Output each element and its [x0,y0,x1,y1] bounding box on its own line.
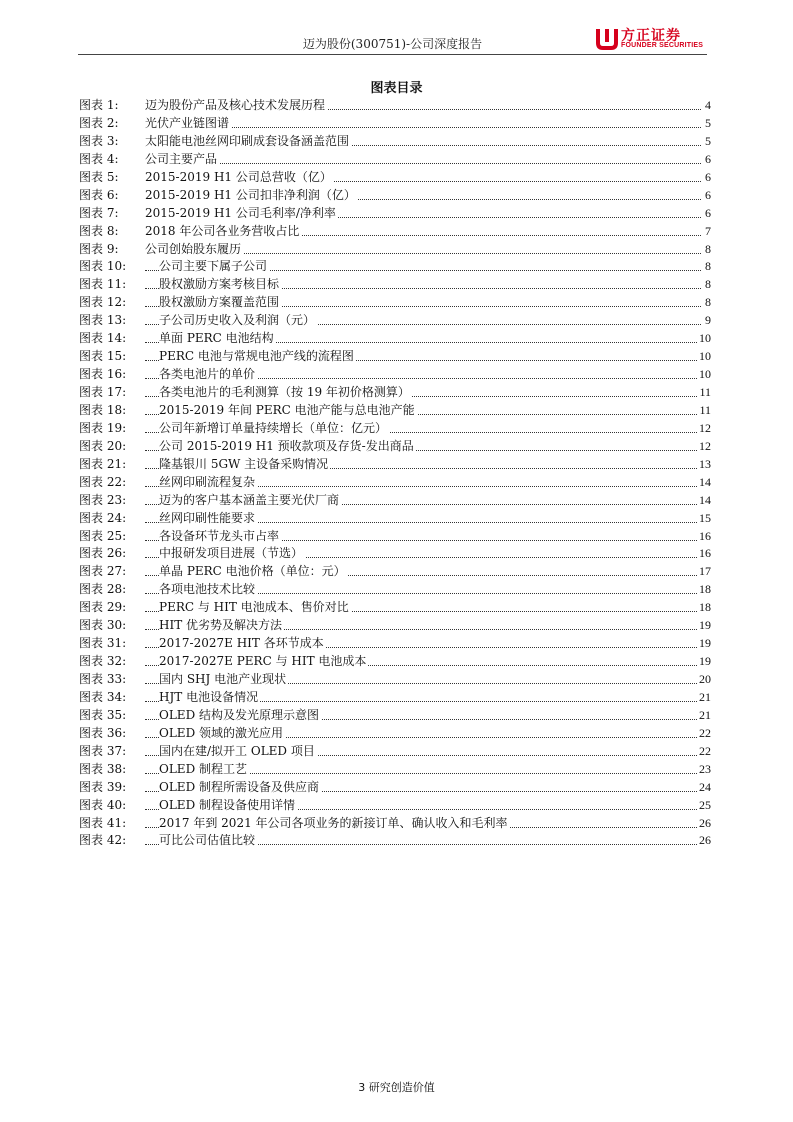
toc-entry-title: 光伏产业链图谱 [145,115,231,133]
toc-entry[interactable] [79,366,711,384]
toc-entry-title: 2015-2019 H1 公司毛利率/净利率 [145,205,338,223]
toc-entry-page: 10 [698,348,711,366]
toc-entry-title: 2015-2019 年间 PERC 电池产能与总电池产能 [159,402,417,420]
toc-entry-page: 4 [704,97,711,115]
toc-entry-page: 19 [698,635,711,653]
toc-entry-page: 16 [698,545,711,563]
toc-entry-title: OLED 制程工艺 [159,761,249,779]
toc-entry[interactable] [79,761,711,779]
toc-entry-page: 8 [704,294,711,312]
toc-entry-page: 26 [698,832,711,850]
toc-entry-title: 各类电池片的毛利测算（按 19 年初价格测算） [159,384,412,402]
toc-entry[interactable] [79,832,711,850]
toc-entry-page: 21 [698,707,711,725]
toc-entry[interactable] [79,779,711,797]
toc-entry-title: 2015-2019 H1 公司扣非净利润（亿） [145,187,358,205]
toc-entry-title: 2018 年公司各业务营收占比 [145,223,301,241]
toc-entry-label: 图表 32: [79,654,127,669]
toc-entry-page: 11 [698,402,711,420]
toc-entry-page: 14 [698,474,711,492]
toc-entry-title: 2017-2027E HIT 各环节成本 [159,635,326,653]
toc-entry[interactable] [79,384,711,402]
founder-securities-logo [595,26,715,52]
toc-entry-label: 图表 4: [79,151,119,166]
toc-entry[interactable] [79,241,711,259]
toc-entry-label: 图表 22: [79,474,127,489]
toc-entry-page: 6 [704,187,711,205]
toc-title: 图表目录 [370,81,423,96]
toc-entry-page: 7 [704,223,711,241]
toc-entry[interactable] [79,599,711,617]
toc-entry[interactable] [79,348,711,366]
toc-entry-title: 股权激励方案考核目标 [159,276,281,294]
toc-entry[interactable] [79,563,711,581]
toc-entry-label: 图表 20: [79,438,127,453]
toc-entry-page: 8 [704,258,711,276]
toc-entry-label: 图表 1: [79,98,119,112]
toc-entry-label: 图表 31: [79,636,127,651]
toc-entry[interactable] [79,258,711,276]
toc-entry-page: 25 [698,797,711,815]
toc-entry-label: 图表 39: [79,779,127,794]
toc-entry-page: 8 [704,276,711,294]
toc-entry-label: 图表 23: [79,492,127,507]
toc-entry-title: 可比公司估值比较 [159,832,257,850]
logo-chinese-text: 方正证券 [621,28,681,44]
toc-entry-page: 6 [704,169,711,187]
toc-entry-title: 2017 年到 2021 年公司各项业务的新接订单、确认收入和毛利率 [159,815,510,833]
toc-entry-label: 图表 16: [79,367,127,382]
toc-entry-title: PERC 电池与常规电池产线的流程图 [159,348,356,366]
toc-entry-label: 图表 2: [79,115,119,130]
toc-entry-page: 21 [698,689,711,707]
toc-entry-page: 5 [704,115,711,133]
toc-entry-page: 10 [698,366,711,384]
toc-entry[interactable] [79,545,711,563]
toc-entry-title: 各类电池片的单价 [159,366,257,384]
toc-entry-label: 图表 6: [79,187,119,202]
toc-entry-page: 6 [704,151,711,169]
toc-entry-page: 23 [698,761,711,779]
toc-entry-page: 26 [698,815,711,833]
logo-english-text: FOUNDER SECURITIES [621,42,704,49]
toc-entry-page: 11 [698,384,711,402]
toc-entry-page: 20 [698,671,711,689]
toc-entry-page: 22 [698,743,711,761]
toc-entry[interactable] [79,689,711,707]
toc-entry-label: 图表 35: [79,707,127,722]
toc-entry-title: 股权激励方案覆盖范围 [159,294,281,312]
toc-entry-label: 图表 12: [79,295,127,310]
toc-entry-label: 图表 7: [79,205,119,220]
toc-entry-page: 8 [704,241,711,259]
toc-entry[interactable] [79,115,711,133]
toc-entry-title: 2015-2019 H1 公司总营收（亿） [145,169,334,187]
toc-entry-title: 中报研发项目进展（节选） [159,545,305,563]
toc-entry-label: 图表 34: [79,689,127,704]
toc-entry[interactable] [79,420,711,438]
toc-entry-title: 公司创始股东履历 [145,241,243,259]
toc-entry-label: 图表 17: [79,385,127,399]
toc-entry-title: 迈为股份产品及核心技术发展历程 [145,97,327,115]
toc-entry-title: 隆基银川 5GW 主设备采购情况 [159,456,330,474]
toc-entry-page: 18 [698,581,711,599]
toc-entry-label: 图表 25: [79,528,127,543]
toc-entry-page: 24 [698,779,711,797]
toc-entry-label: 图表 30: [79,618,127,633]
toc-entry-label: 图表 38: [79,761,127,776]
toc-entry[interactable] [79,169,711,187]
toc-entry-title: 各项电池技术比较 [159,581,257,599]
toc-entry-title: OLED 制程设备使用详情 [159,797,297,815]
toc-entry[interactable] [79,725,711,743]
toc-entry-title: OLED 领域的激光应用 [159,725,285,743]
toc-entry-label: 图表 27: [79,564,127,579]
toc-entry-title: 单晶 PERC 电池价格（单位：元） [159,563,348,581]
toc-entry-page: 12 [698,438,711,456]
toc-entry-label: 图表 5: [79,169,119,184]
toc-entry[interactable] [79,653,711,671]
founder-logo-icon [595,26,619,50]
toc-entry-title: 丝网印刷流程复杂 [159,474,257,492]
toc-entry-label: 图表 37: [79,743,127,758]
toc-entry[interactable] [79,474,711,492]
toc-entry-label: 图表 29: [79,600,127,615]
toc-entry-title: 单面 PERC 电池结构 [159,330,276,348]
toc-entry[interactable] [79,187,711,205]
toc-entry[interactable] [79,743,711,761]
toc-entry[interactable] [79,635,711,653]
toc-entry[interactable] [79,330,711,348]
toc-entry-title: HJT 电池设备情况 [159,689,260,707]
toc-entry-title: HIT 优劣势及解决方法 [159,617,284,635]
toc-entry-page: 5 [704,133,711,151]
toc-entry-label: 图表 26: [79,546,127,561]
toc-entry[interactable] [79,581,711,599]
toc-entry-label: 图表 41: [79,815,127,830]
toc-entry[interactable] [79,492,711,510]
toc-entry[interactable] [79,205,711,223]
toc-entry-page: 13 [698,456,711,474]
toc-entry-label: 图表 9: [79,241,119,256]
toc-entry-title: PERC 与 HIT 电池成本、售价对比 [159,599,351,617]
toc-entry[interactable] [79,617,711,635]
toc-entry-label: 图表 15: [79,349,127,364]
toc-entry[interactable] [79,402,711,420]
toc-entry-title: 各设备环节龙头市占率 [159,528,281,546]
toc-entry-page: 14 [698,492,711,510]
header-title: 迈为股份(300751)-公司深度报告 [302,37,483,51]
toc-entry-page: 15 [698,510,711,528]
toc-entry-label: 图表 28: [79,582,127,597]
toc-entry-page: 19 [698,653,711,671]
toc-entry-title: 公司年新增订单量持续增长（单位：亿元） [159,420,389,438]
toc-entry-title: 国内 SHJ 电池产业现状 [159,671,288,689]
toc-entry[interactable] [79,671,711,689]
toc-entry-label: 图表 3: [79,133,119,148]
toc-entry-label: 图表 21: [79,456,127,471]
toc-entry-title: 太阳能电池丝网印刷成套设备涵盖范围 [145,133,351,151]
toc-entry-page: 16 [698,528,711,546]
toc-entry[interactable] [79,797,711,815]
toc-entry[interactable] [79,312,711,330]
toc-entry-label: 图表 42: [79,833,127,848]
toc-entry[interactable] [79,151,711,169]
toc-entry-label: 图表 33: [79,672,127,686]
toc-entry-label: 图表 14: [79,331,127,346]
toc-entry-page: 22 [698,725,711,743]
toc-entry-title: OLED 制程所需设备及供应商 [159,779,321,797]
toc-entry[interactable] [79,294,711,312]
toc-entry[interactable] [79,510,711,528]
toc-entry-label: 图表 36: [79,725,127,740]
toc-entry-page: 12 [698,420,711,438]
toc-entry-page: 10 [698,330,711,348]
toc-entry-label: 图表 13: [79,313,127,328]
toc-entry-title: 2017-2027E PERC 与 HIT 电池成本 [159,653,368,671]
toc-entry[interactable] [79,528,711,546]
page-footer: 3 研究创造价值 [358,1081,435,1094]
toc-entry-title: 公司 2015-2019 H1 预收款项及存货-发出商品 [159,438,416,456]
toc-entry[interactable] [79,97,711,115]
toc-entry-label: 图表 11: [79,277,127,292]
toc-entry[interactable] [79,223,711,241]
toc-entry-label: 图表 18: [79,402,127,417]
chart-index-list [79,97,711,850]
toc-entry-title: OLED 结构及发光原理示意图 [159,707,321,725]
toc-entry-label: 图表 40: [79,797,127,812]
toc-entry-page: 17 [698,563,711,581]
toc-entry-page: 18 [698,599,711,617]
toc-entry-title: 丝网印刷性能要求 [159,510,257,528]
toc-entry-title: 国内在建/拟开工 OLED 项目 [159,743,317,761]
toc-entry[interactable] [79,133,711,151]
page-header [78,30,707,55]
toc-entry-label: 图表 10: [79,259,127,274]
toc-entry-title: 子公司历史收入及利润（元） [159,312,317,330]
toc-entry[interactable] [79,276,711,294]
toc-entry-label: 图表 19: [79,420,127,435]
toc-entry-page: 9 [704,312,711,330]
toc-entry-label: 图表 8: [79,223,119,238]
toc-entry-title: 公司主要下属子公司 [159,258,269,276]
toc-entry-label: 图表 24: [79,510,127,525]
toc-entry[interactable] [79,456,711,474]
toc-entry-page: 6 [704,205,711,223]
toc-entry[interactable] [79,707,711,725]
toc-entry-page: 19 [698,617,711,635]
toc-entry[interactable] [79,438,711,456]
toc-entry-title: 迈为的客户基本涵盖主要光伏厂商 [159,492,341,510]
toc-entry[interactable] [79,815,711,833]
toc-entry-title: 公司主要产品 [145,151,219,169]
toc-leader-dots [145,163,701,164]
